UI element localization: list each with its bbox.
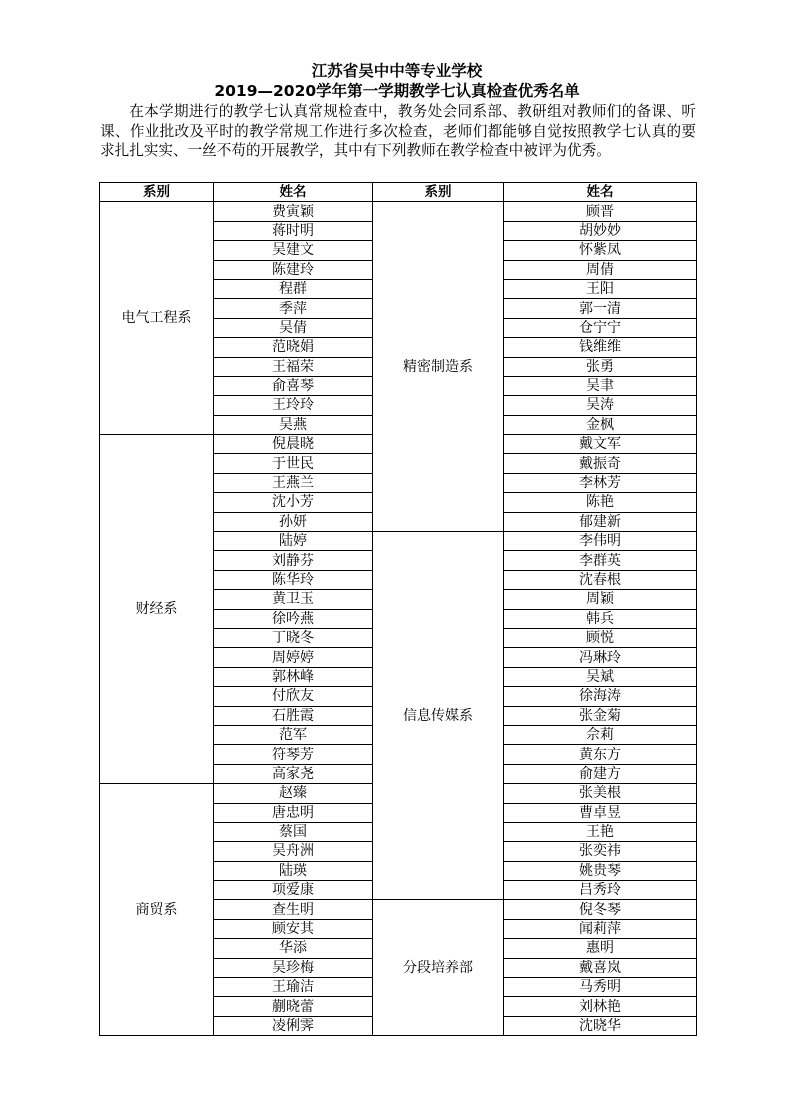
teacher-name-right: 张金菊: [504, 706, 697, 725]
teacher-name-left: 王玲玲: [214, 396, 373, 415]
teacher-name-left: 项爱康: [214, 881, 373, 900]
teacher-name-right: 吕秀玲: [504, 881, 697, 900]
teacher-name-left: 王瑜洁: [214, 978, 373, 997]
teacher-name-right: 吴聿: [504, 376, 697, 395]
teacher-name-right: 郭一清: [504, 299, 697, 318]
teacher-name-right: 顾晋: [504, 202, 697, 221]
teacher-name-right: 张奕祎: [504, 842, 697, 861]
teacher-name-left: 郭林峰: [214, 667, 373, 686]
teacher-name-left: 吴建文: [214, 241, 373, 260]
teacher-name-left: 王福荣: [214, 357, 373, 376]
teacher-name-right: 李伟明: [504, 532, 697, 551]
teacher-name-left: 陈建玲: [214, 260, 373, 279]
teacher-name-right: 郁建新: [504, 512, 697, 531]
teacher-name-left: 吴倩: [214, 318, 373, 337]
teacher-name-left: 符琴芳: [214, 745, 373, 764]
teacher-name-right: 惠明: [504, 939, 697, 958]
teacher-name-left: 付欣友: [214, 687, 373, 706]
teacher-name-right: 周倩: [504, 260, 697, 279]
teacher-name-right: 马秀明: [504, 978, 697, 997]
teacher-name-left: 赵臻: [214, 784, 373, 803]
teacher-name-left: 吴燕: [214, 415, 373, 434]
teacher-name-left: 陈华玲: [214, 570, 373, 589]
teacher-name-right: 王艳: [504, 822, 697, 841]
teacher-name-right: 戴喜岚: [504, 958, 697, 977]
table-row: [100, 202, 697, 221]
dept-cell-right: 分段培养部: [373, 900, 504, 1036]
teacher-name-right: 俞建方: [504, 764, 697, 783]
teacher-name-left: 徐吟燕: [214, 609, 373, 628]
teacher-name-right: 怀紫凤: [504, 241, 697, 260]
honor-roll-table: [99, 182, 697, 1036]
teacher-name-left: 唐忠明: [214, 803, 373, 822]
teacher-name-right: 钱维维: [504, 338, 697, 357]
teacher-name-right: 戴文军: [504, 435, 697, 454]
teacher-name-right: 沈晓华: [504, 1016, 697, 1035]
teacher-name-right: 戴振奇: [504, 454, 697, 473]
teacher-name-right: 沈春根: [504, 570, 697, 589]
table-header-row: [100, 183, 697, 202]
teacher-name-left: 孙妍: [214, 512, 373, 531]
teacher-name-right: 周颖: [504, 590, 697, 609]
teacher-name-left: 查生明: [214, 900, 373, 919]
teacher-name-right: 刘林艳: [504, 997, 697, 1016]
teacher-name-right: 倪冬琴: [504, 900, 697, 919]
table-body: [100, 202, 697, 1036]
teacher-name-right: 金枫: [504, 415, 697, 434]
teacher-name-right: 姚贵琴: [504, 861, 697, 880]
teacher-name-right: 徐海涛: [504, 687, 697, 706]
teacher-name-left: 费寅颖: [214, 202, 373, 221]
teacher-name-left: 吴珍梅: [214, 958, 373, 977]
teacher-name-left: 程群: [214, 279, 373, 298]
intro-paragraph: 在本学期进行的教学七认真常规检查中，教务处会同系部、教研组对教师们的备课、听课、作业批改及平时的教学常规工作进行多次检查，老师们都能够自觉按照教学七认真的要求扎扎实实、一丝不苟的开展教学，其中有下列教师在教学检查中被评为优秀。: [100, 103, 696, 159]
dept-cell-right: 精密制造系: [373, 202, 504, 532]
teacher-name-left: 范军: [214, 725, 373, 744]
teacher-name-left: 倪晨晓: [214, 435, 373, 454]
teacher-name-left: 华添: [214, 939, 373, 958]
teacher-name-left: 季萍: [214, 299, 373, 318]
teacher-name-left: 俞喜琴: [214, 376, 373, 395]
school-title: 江苏省吴中中等专业学校: [311, 62, 483, 80]
teacher-name-right: 冯琳玲: [504, 648, 697, 667]
teacher-name-right: 佘莉: [504, 725, 697, 744]
teacher-name-left: 蒯晓蕾: [214, 997, 373, 1016]
teacher-name-right: 李林芳: [504, 473, 697, 492]
column-header-dept-right: 系别: [373, 183, 504, 202]
teacher-name-right: 仓宁宁: [504, 318, 697, 337]
teacher-name-left: 凌俐霁: [214, 1016, 373, 1035]
teacher-name-left: 于世民: [214, 454, 373, 473]
teacher-name-right: 张美根: [504, 784, 697, 803]
teacher-name-right: 曹卓昱: [504, 803, 697, 822]
list-title: 2019—2020学年第一学期教学七认真检查优秀名单: [214, 82, 580, 100]
teacher-name-right: 韩兵: [504, 609, 697, 628]
teacher-name-left: 蒋时明: [214, 221, 373, 240]
teacher-name-right: 王阳: [504, 279, 697, 298]
teacher-name-left: 刘静芬: [214, 551, 373, 570]
dept-cell-right: 信息传媒系: [373, 532, 504, 900]
teacher-name-right: 黄东方: [504, 745, 697, 764]
teacher-name-left: 吴舟洲: [214, 842, 373, 861]
teacher-name-left: 顾安其: [214, 919, 373, 938]
teacher-name-left: 黄卫玉: [214, 590, 373, 609]
teacher-name-left: 王燕兰: [214, 473, 373, 492]
teacher-name-right: 李群英: [504, 551, 697, 570]
teacher-name-left: 陆婷: [214, 532, 373, 551]
teacher-name-left: 高家尧: [214, 764, 373, 783]
teacher-name-right: 陈艳: [504, 493, 697, 512]
teacher-name-right: 胡妙妙: [504, 221, 697, 240]
column-header-dept-left: 系别: [100, 183, 214, 202]
teacher-name-right: 吴斌: [504, 667, 697, 686]
dept-cell-left: 电气工程系: [100, 202, 214, 435]
column-header-name-left: 姓名: [214, 183, 373, 202]
teacher-name-left: 石胜霞: [214, 706, 373, 725]
teacher-name-right: 吴涛: [504, 396, 697, 415]
teacher-name-left: 沈小芳: [214, 493, 373, 512]
dept-cell-left: 商贸系: [100, 784, 214, 1036]
column-header-name-right: 姓名: [504, 183, 697, 202]
teacher-name-left: 范晓娟: [214, 338, 373, 357]
teacher-name-right: 张勇: [504, 357, 697, 376]
teacher-name-left: 丁晓冬: [214, 628, 373, 647]
teacher-name-left: 周婷婷: [214, 648, 373, 667]
teacher-name-left: 陆瑛: [214, 861, 373, 880]
teacher-name-right: 顾悦: [504, 628, 697, 647]
dept-cell-left: 财经系: [100, 435, 214, 784]
teacher-name-right: 闻莉萍: [504, 919, 697, 938]
teacher-name-left: 蔡国: [214, 822, 373, 841]
